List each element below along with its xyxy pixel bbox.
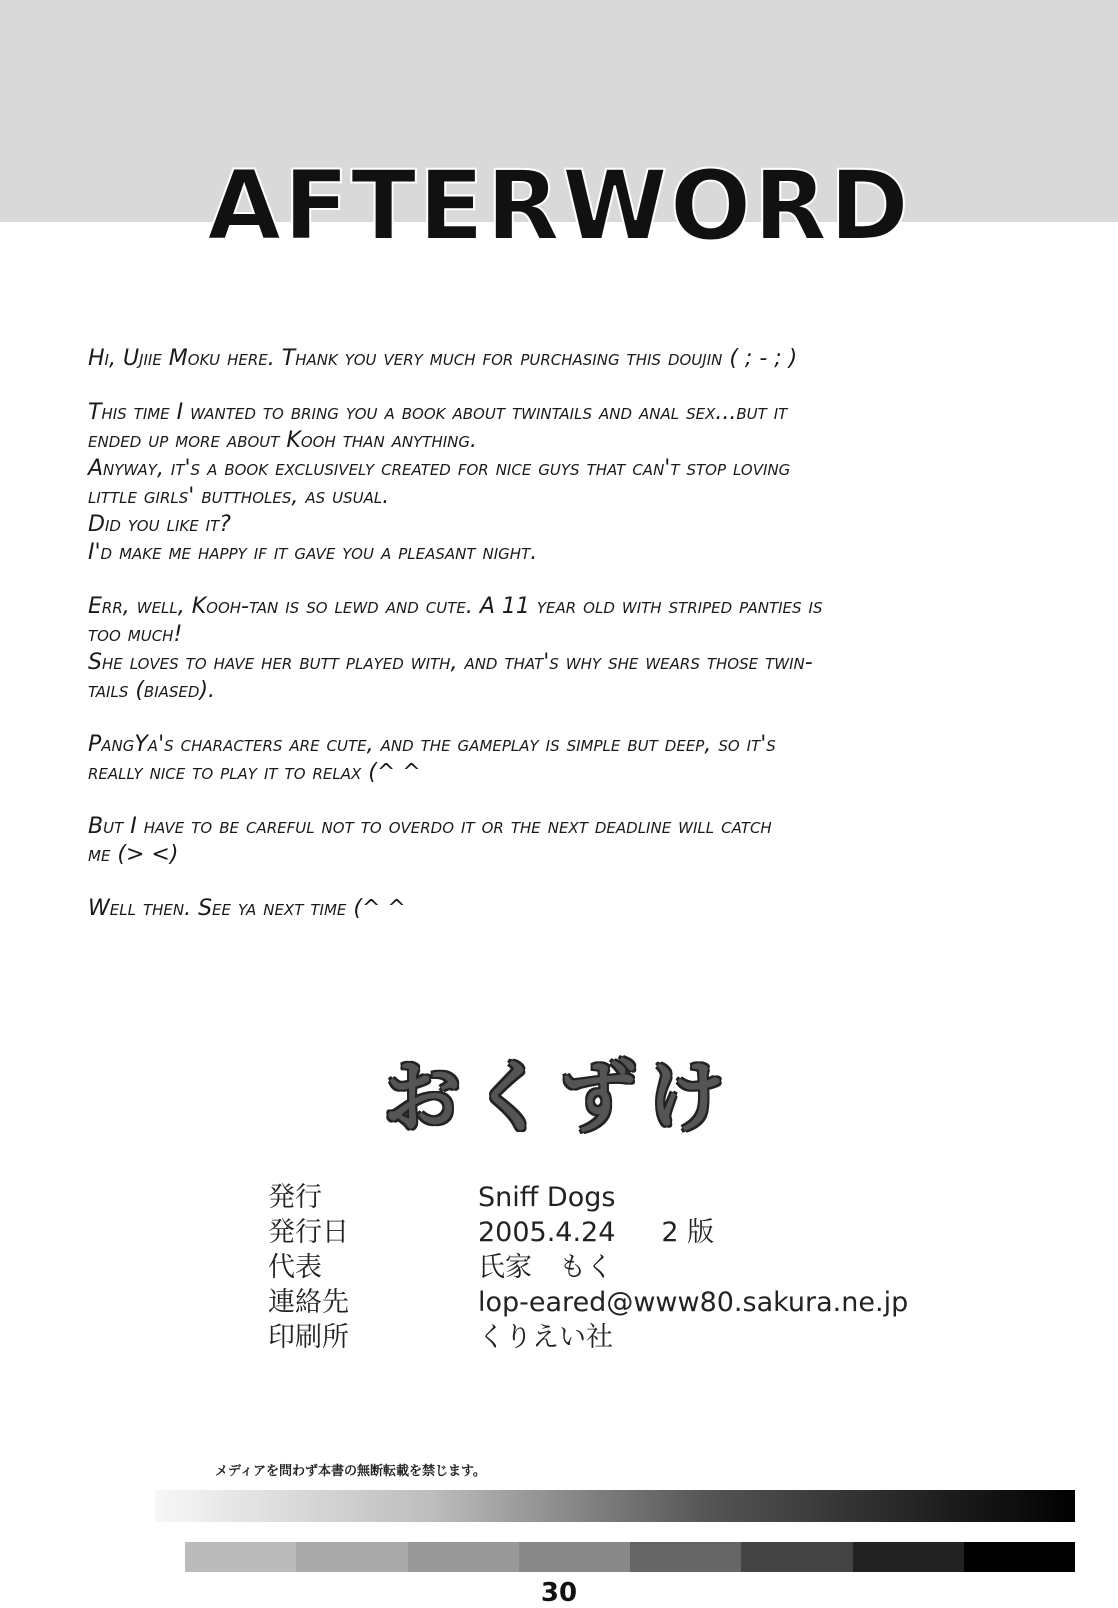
- grayscale-step-bar: [185, 1542, 1075, 1572]
- colophon-row-printer: [268, 1320, 948, 1355]
- gray-step: [964, 1542, 1075, 1572]
- gray-step: [185, 1542, 296, 1572]
- page-title: AFTERWORD: [207, 150, 911, 262]
- colophon-row-publisher: [268, 1180, 948, 1215]
- publisher-label: 発行: [268, 1182, 322, 1213]
- colophon-title: おくずけ: [382, 1053, 735, 1143]
- gradient-bar: [155, 1490, 1075, 1522]
- colophon-row-contact: [268, 1285, 948, 1320]
- date-label: 発行日: [268, 1217, 349, 1248]
- gray-step: [741, 1542, 852, 1572]
- paragraph: Well then. See ya next time (^ ^: [88, 896, 406, 921]
- colophon-table: [268, 1180, 948, 1355]
- edition-value: 2 版: [661, 1217, 715, 1248]
- paragraph: Hi, Ujiie Moku here. Thank you very much for purchasing this doujin ( ; - ; ): [88, 346, 798, 371]
- paragraph: Err, well, Kooh-tan is so lewd and cute. A 11 year old with striped panties is too much! She loves to have her butt played with, and that's why she wears those twin- tails (biased).: [88, 594, 823, 703]
- gray-step: [296, 1542, 407, 1572]
- paragraph: But I have to be careful not to overdo it or the next deadline will catch me (> <): [88, 814, 772, 867]
- gray-step: [519, 1542, 630, 1572]
- date-value: 2005.4.24: [478, 1217, 616, 1248]
- printer-label: 印刷所: [268, 1322, 349, 1353]
- page-number: 30: [540, 1578, 578, 1608]
- copyright-notice: メディアを問わず本書の無断転載を禁じます。: [215, 1464, 486, 1479]
- afterword-text: [88, 345, 1038, 949]
- gray-step: [853, 1542, 964, 1572]
- colophon-row-date: [268, 1215, 948, 1250]
- publisher-value: Sniff Dogs: [478, 1182, 616, 1213]
- gray-step: [408, 1542, 519, 1572]
- colophon-row-representative: [268, 1250, 948, 1285]
- contact-label: 連絡先: [268, 1287, 349, 1318]
- gray-step: [630, 1542, 741, 1572]
- representative-label: 代表: [268, 1252, 322, 1283]
- paragraph: This time I wanted to bring you a book about twintails and anal sex...but it ended up more about Kooh than anything. Anyway, it's a book exclusively created for nice guys that can't stop loving little girls' buttholes, as usual. Did you like it? I'd make me happy if it gave you a pleasant night.: [88, 400, 791, 565]
- contact-value: lop-eared@www80.sakura.ne.jp: [478, 1287, 909, 1318]
- representative-value: 氏家 もく: [478, 1252, 613, 1283]
- paragraph: PangYa's characters are cute, and the gameplay is simple but deep, so it's really nice to play it to relax (^ ^: [88, 732, 776, 785]
- printer-value: くりえい社: [478, 1322, 613, 1353]
